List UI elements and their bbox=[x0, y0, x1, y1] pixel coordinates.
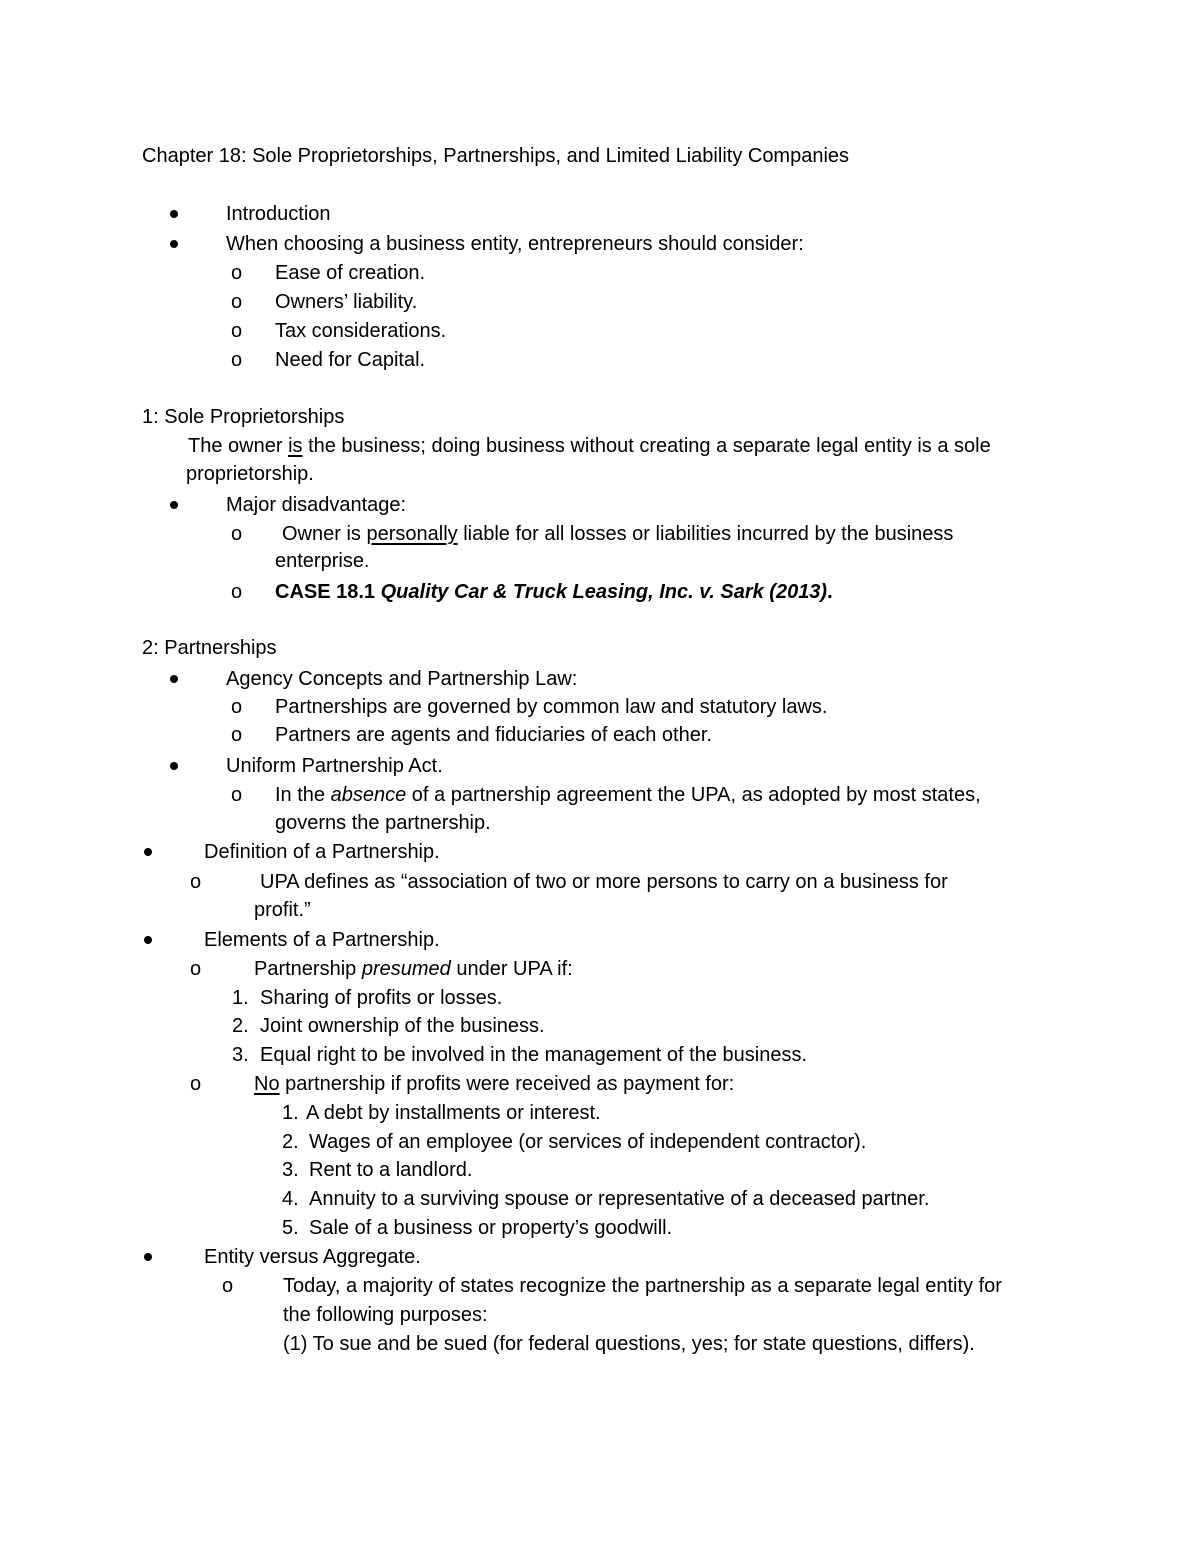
list-number: 1. bbox=[282, 1102, 299, 1124]
list-item: Uniform Partnership Act. bbox=[226, 755, 443, 777]
list-item: Owners’ liability. bbox=[275, 291, 418, 313]
text-run: of a partnership agreement the UPA, as adopted by most states, bbox=[406, 784, 981, 806]
bullet-icon bbox=[170, 210, 178, 218]
circle-marker: o bbox=[222, 1275, 234, 1297]
list-number: 3. bbox=[282, 1159, 299, 1181]
underlined-text: personally bbox=[366, 523, 458, 545]
list-item-continuation: enterprise. bbox=[275, 550, 370, 572]
list-item bbox=[254, 956, 573, 982]
list-item: Definition of a Partnership. bbox=[204, 841, 440, 863]
list-item: Partners are agents and fiduciaries of each other. bbox=[275, 724, 712, 746]
section-heading: 2: Partnerships bbox=[142, 637, 277, 659]
text-run: Partnership bbox=[254, 958, 362, 980]
text-run: The owner bbox=[188, 435, 289, 457]
circle-marker: o bbox=[231, 523, 243, 545]
list-number: 2. bbox=[282, 1131, 299, 1153]
case-citation bbox=[275, 579, 833, 605]
bullet-icon bbox=[170, 675, 178, 683]
text-run: Owner is bbox=[282, 523, 367, 545]
circle-marker: o bbox=[190, 871, 202, 893]
list-number: 5. bbox=[282, 1217, 299, 1239]
list-item-continuation: the following purposes: bbox=[283, 1304, 488, 1326]
text-run: liable for all losses or liabilities incurred by the business bbox=[457, 523, 954, 545]
list-number: 2. bbox=[232, 1015, 249, 1037]
list-item: UPA defines as “association of two or more persons to carry on a business for bbox=[260, 871, 948, 893]
circle-marker: o bbox=[190, 1073, 202, 1095]
list-item: Sale of a business or property’s goodwill. bbox=[309, 1217, 673, 1239]
italic-text: absence bbox=[330, 784, 407, 806]
list-item-continuation: (1) To sue and be sued (for federal questions, yes; for state questions, differs). bbox=[283, 1333, 975, 1355]
list-item: Sharing of profits or losses. bbox=[260, 987, 503, 1009]
list-number: 4. bbox=[282, 1188, 299, 1210]
list-item bbox=[282, 521, 953, 547]
bullet-icon bbox=[170, 240, 178, 248]
circle-marker: o bbox=[231, 320, 243, 342]
list-item bbox=[254, 1071, 734, 1097]
text-run: the business; doing business without creating a separate legal entity is a sole bbox=[302, 435, 991, 457]
bullet-icon bbox=[170, 762, 178, 770]
list-item-continuation: governs the partnership. bbox=[275, 812, 491, 834]
list-item: Wages of an employee (or services of independent contractor). bbox=[309, 1131, 867, 1153]
list-item: Ease of creation. bbox=[275, 262, 426, 284]
list-item: Agency Concepts and Partnership Law: bbox=[226, 668, 578, 690]
list-item bbox=[275, 782, 981, 808]
bullet-icon bbox=[144, 1253, 152, 1261]
circle-marker: o bbox=[231, 349, 243, 371]
circle-marker: o bbox=[231, 291, 243, 313]
list-item: Entity versus Aggregate. bbox=[204, 1246, 421, 1268]
circle-marker: o bbox=[231, 696, 243, 718]
circle-marker: o bbox=[231, 262, 243, 284]
list-item: Major disadvantage: bbox=[226, 494, 407, 516]
list-item: Tax considerations. bbox=[275, 320, 447, 342]
list-item: Rent to a landlord. bbox=[309, 1159, 473, 1181]
list-item: When choosing a business entity, entrepreneurs should consider: bbox=[226, 233, 804, 255]
list-item: Elements of a Partnership. bbox=[204, 929, 440, 951]
bullet-icon bbox=[170, 501, 178, 509]
text-run: In the bbox=[275, 784, 331, 806]
list-item-continuation: profit.” bbox=[254, 899, 311, 921]
italic-text: Quality Car & Truck Leasing, Inc. v. Sark (2013) bbox=[380, 581, 828, 603]
text-run: partnership if profits were received as payment for: bbox=[279, 1073, 735, 1095]
underlined-text: is bbox=[288, 435, 303, 457]
list-item: Introduction bbox=[226, 203, 331, 225]
list-item: Today, a majority of states recognize the partnership as a separate legal entity for bbox=[283, 1275, 1002, 1297]
list-number: 3. bbox=[232, 1044, 249, 1066]
list-item: Joint ownership of the business. bbox=[260, 1015, 545, 1037]
list-item: Need for Capital. bbox=[275, 349, 426, 371]
text-run: CASE 18.1 bbox=[275, 581, 381, 603]
section-heading: 1: Sole Proprietorships bbox=[142, 406, 345, 428]
circle-marker: o bbox=[231, 581, 243, 603]
circle-marker: o bbox=[190, 958, 202, 980]
list-item: Annuity to a surviving spouse or representative of a deceased partner. bbox=[309, 1188, 930, 1210]
paragraph-line bbox=[188, 433, 991, 459]
list-item: A debt by installments or interest. bbox=[306, 1102, 601, 1124]
text-run: under UPA if: bbox=[450, 958, 573, 980]
circle-marker: o bbox=[231, 724, 243, 746]
paragraph-line: proprietorship. bbox=[186, 463, 314, 485]
list-number: 1. bbox=[232, 987, 249, 1009]
list-item: Equal right to be involved in the management of the business. bbox=[260, 1044, 808, 1066]
bullet-icon bbox=[144, 848, 152, 856]
text-run: . bbox=[827, 581, 833, 603]
bullet-icon bbox=[144, 936, 152, 944]
circle-marker: o bbox=[231, 784, 243, 806]
underlined-text: No bbox=[254, 1073, 280, 1095]
italic-text: presumed bbox=[361, 958, 451, 980]
list-item: Partnerships are governed by common law and statutory laws. bbox=[275, 696, 828, 718]
page-title: Chapter 18: Sole Proprietorships, Partnerships, and Limited Liability Companies bbox=[142, 145, 850, 167]
